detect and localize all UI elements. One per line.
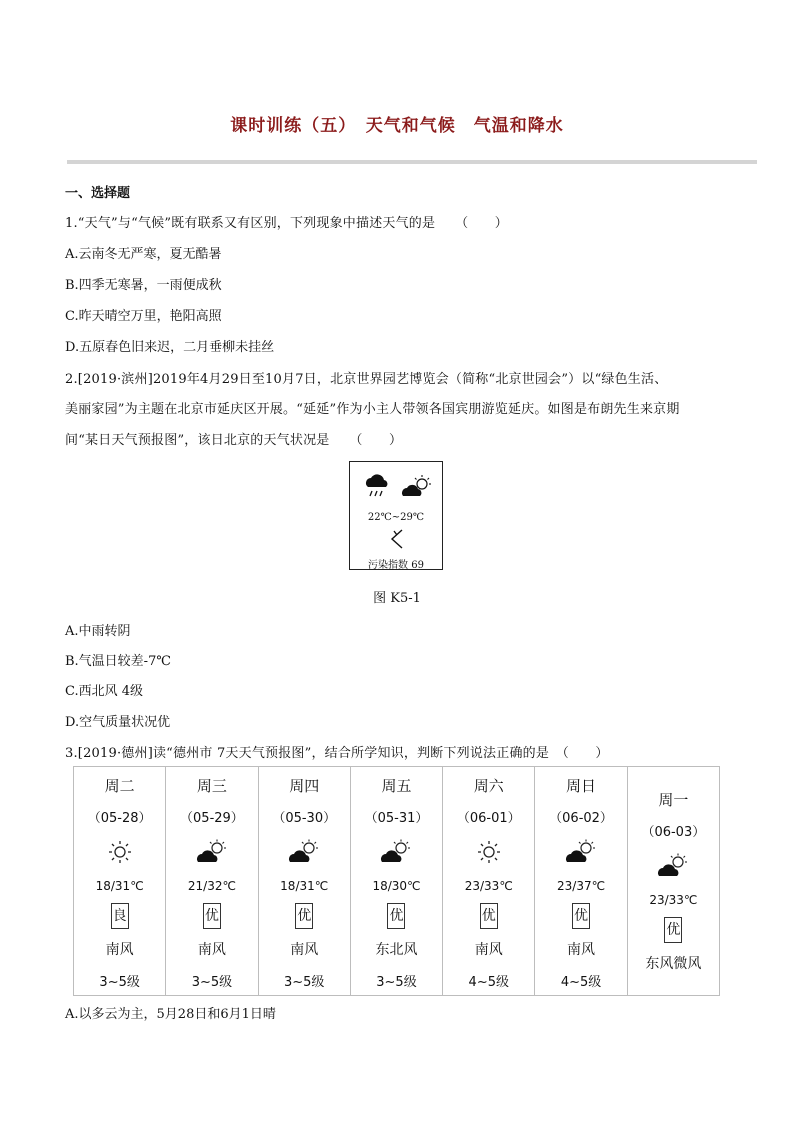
day-temp: 23/33℃ (649, 893, 698, 907)
q1-option-b: B.四季无寒暑，一雨便成秋 (65, 278, 222, 293)
wind-level: 3~5级 (376, 975, 417, 990)
forecast-day-4 (350, 767, 442, 996)
air-quality-badge: 优 (203, 903, 221, 929)
wind-level: 3~5级 (283, 975, 325, 990)
q2-option-c: C.西北风 4级 (65, 684, 144, 699)
day-name: 周三 (196, 777, 227, 795)
day-name: 周日 (566, 777, 597, 795)
forecast-day-5 (443, 767, 535, 996)
q3-stem: 3.[2019·德州]读“德州市 7天天气预报图”，结合所学知识，判断下列说法正确的是 （ ） (65, 746, 609, 761)
day-date: （06-02） (549, 811, 613, 826)
partly-cloudy-icon (628, 851, 719, 883)
pollution-index: 污染指数 69 (368, 560, 424, 571)
partly-cloudy-icon (535, 837, 626, 869)
partly-cloudy-icon (259, 837, 350, 869)
figure-caption: 图 K5-1 (373, 591, 421, 606)
air-quality-badge: 优 (387, 903, 405, 929)
day-temp: 23/37℃ (557, 879, 606, 893)
day-temp: 23/33℃ (464, 879, 513, 893)
day-name: 周五 (381, 777, 412, 795)
day-temp: 18/30℃ (372, 879, 421, 893)
partly-cloudy-icon (351, 837, 442, 869)
day-date: （05-28） (87, 811, 152, 826)
wind-level: 3~5级 (99, 975, 140, 990)
wind-direction: 南风 (197, 942, 226, 958)
forecast-day-3 (258, 767, 350, 996)
wind-symbol-icon (388, 528, 406, 550)
q1-option-d: D.五原春色旧来迟，二月垂柳未挂丝 (65, 340, 275, 355)
sun-icon (74, 837, 165, 869)
day-date: （06-01） (456, 811, 521, 826)
wind-direction: 南风 (105, 942, 134, 958)
page-title: 课时训练（五） 天气和气候 气温和降水 (230, 116, 564, 136)
wind-direction: 南风 (474, 942, 503, 958)
partly-cloudy-icon (166, 837, 257, 869)
rain-cloud-icon (362, 472, 392, 502)
forecast-temperature: 22℃~29℃ (367, 512, 425, 523)
q2-stem-line-3: 间“某日天气预报图”，该日北京的天气状况是 （ ） (65, 433, 403, 448)
air-quality-badge: 优 (480, 903, 498, 929)
forecast-day-2 (166, 767, 258, 996)
day-name: 周二 (104, 777, 135, 795)
day-temp: 21/32℃ (187, 879, 236, 893)
section-heading: 一、选择题 (65, 186, 131, 201)
day-temp: 18/31℃ (95, 879, 144, 893)
air-quality-badge: 优 (295, 903, 313, 929)
day-name: 周六 (473, 777, 504, 795)
wind-level: 3~5级 (191, 975, 233, 990)
seven-day-forecast-table (73, 766, 720, 996)
q2-option-a: A.中雨转阴 (65, 624, 131, 639)
wind-direction: 东风微风 (645, 956, 702, 972)
q1-stem: 1.“天气”与“气候”既有联系又有区别，下列现象中描述天气的是 （ ） (65, 216, 508, 231)
title-divider (67, 160, 757, 164)
wind-direction: 南风 (567, 942, 596, 958)
air-quality-badge: 良 (111, 903, 129, 929)
day-temp: 18/31℃ (280, 879, 329, 893)
forecast-day-7 (627, 767, 719, 996)
q2-stem-line-2: 美丽家园”为主题在北京市延庆区开展。“延延”作为小主人带领各国宾朋游览延庆。如图是布朗先生来京期 (65, 402, 680, 417)
wind-direction: 东北风 (375, 942, 418, 958)
q2-option-b: B.气温日较差-7℃ (65, 654, 171, 669)
q2-option-d: D.空气质量状况优 (65, 715, 171, 730)
weather-forecast-figure (349, 461, 443, 570)
day-date: （05-31） (364, 811, 429, 826)
q2-stem-line-1: 2.[2019·滨州]2019年4月29日至10月7日，北京世界园艺博览会（简称“北京世园会”）以“绿色生活、 (65, 372, 668, 387)
forecast-day-6 (535, 767, 627, 996)
sun-icon (443, 837, 534, 869)
day-date: （05-29） (180, 811, 244, 826)
day-date: （06-03） (641, 825, 706, 840)
wind-level: 4~5级 (468, 975, 509, 990)
q1-option-c: C.昨天晴空万里，艳阳高照 (65, 309, 222, 324)
day-name: 周一 (658, 791, 689, 809)
q3-option-a: A.以多云为主，5月28日和6月1日晴 (65, 1007, 276, 1022)
air-quality-badge: 优 (572, 903, 590, 929)
air-quality-badge: 优 (664, 917, 682, 943)
q1-option-a: A.云南冬无严寒，夏无酷暑 (65, 247, 222, 262)
day-name: 周四 (289, 777, 320, 795)
partly-cloudy-icon (400, 474, 434, 500)
wind-direction: 南风 (290, 942, 319, 958)
day-date: （05-30） (272, 811, 337, 826)
forecast-day-1 (74, 767, 166, 996)
wind-level: 4~5级 (560, 975, 602, 990)
